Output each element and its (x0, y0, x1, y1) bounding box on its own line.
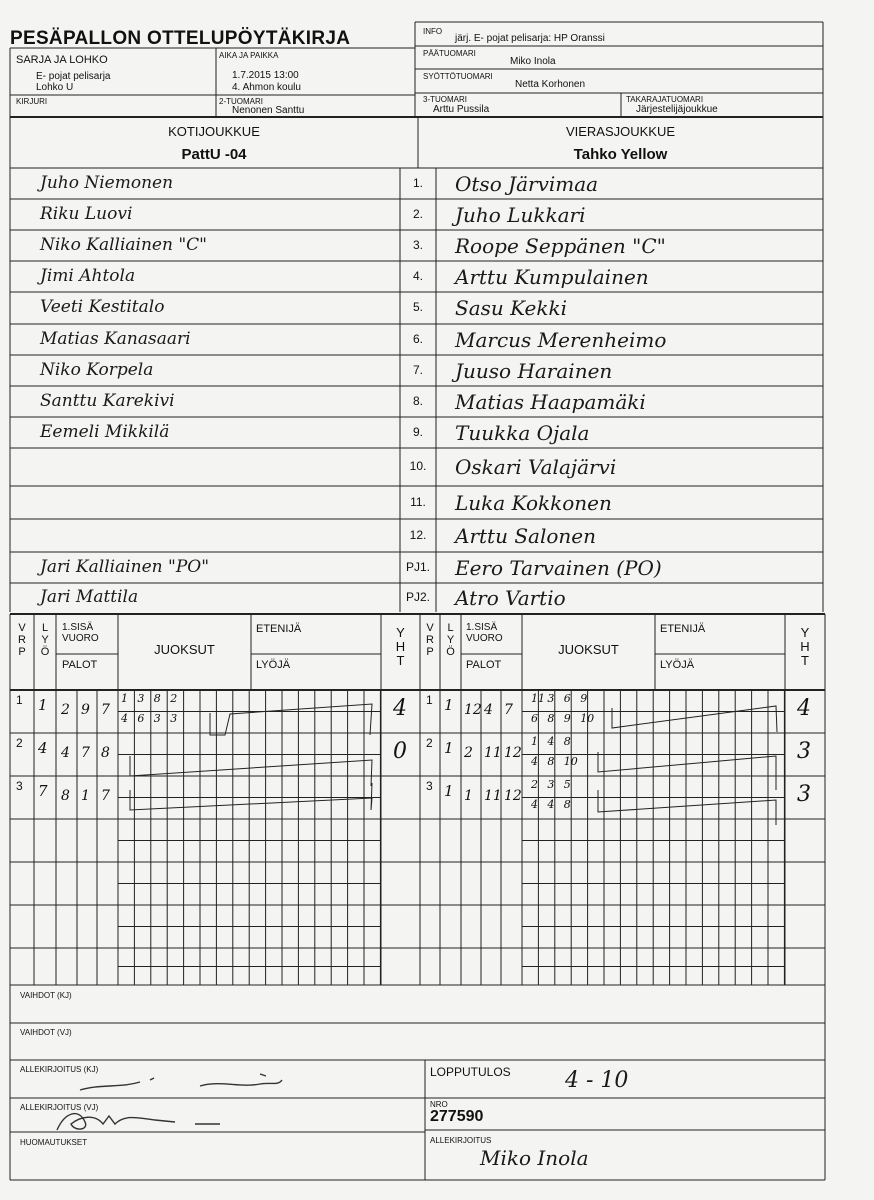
kirjuri-label: KIRJURI (16, 97, 48, 106)
away-run-bottom: 9 (563, 712, 571, 725)
huomautukset-label: HUOMAUTUKSET (20, 1138, 88, 1147)
lopputulos-label: LOPPUTULOS (430, 1065, 511, 1079)
away-inning-palot: 12 (504, 788, 522, 804)
home-inning-yht: 0 (393, 739, 407, 764)
away-palot-header: PALOT (466, 659, 502, 671)
away-lyo-header: L Y Ö (446, 622, 455, 658)
away-inning-yht: 3 (797, 782, 811, 807)
home-run-top: 1 (121, 692, 128, 705)
home-etenija-header: ETENIJÄ (256, 623, 302, 635)
away-run-bottom: 10 (563, 755, 578, 768)
home-sisa-header: 1.SISÄ VUORO (62, 622, 99, 644)
roster-row-number: 5. (412, 300, 423, 314)
home-lyoja-header: LYÖJÄ (256, 659, 291, 671)
tuomari2-value: Nenonen Santtu (232, 105, 305, 116)
roster-row-number: 1. (412, 175, 423, 190)
home-run-trace-3 (130, 783, 372, 810)
home-player-name: Matias Kanasaari (40, 328, 191, 349)
sarja-value-2: Lohko U (36, 82, 74, 93)
home-inning-palot: 7 (81, 745, 90, 761)
home-player-name: Eemeli Mikkilä (40, 421, 170, 442)
home-inning-palot: 9 (81, 702, 90, 718)
signature-kj-scribble (70, 1066, 330, 1096)
away-inning-lyo: 1 (444, 782, 454, 800)
roster-row-number: 10. (409, 459, 427, 473)
away-sisa-header: 1.SISÄ VUORO (466, 622, 503, 644)
away-juoksut-header: JUOKSUT (558, 642, 619, 657)
home-inning-vrp: 2 (16, 736, 23, 750)
roster-row-number: 11. (410, 494, 426, 509)
away-run-bottom: 4 (531, 755, 538, 768)
lopputulos-value: 4 - 10 (565, 1068, 629, 1093)
syotto-value: Netta Korhonen (515, 79, 586, 90)
away-yht-header: Y H T (800, 625, 810, 668)
away-inning-vrp: 2 (426, 736, 433, 750)
away-run-top: 6 (563, 692, 571, 705)
paatuomari-value: Miko Inola (510, 56, 556, 67)
away-run-bottom: 10 (580, 712, 595, 725)
away-inning-palot: 11 (484, 745, 502, 761)
home-player-name: Niko Korpela (40, 359, 154, 380)
away-inning-lyo: 1 (444, 739, 454, 757)
away-player-name: Juuso Harainen (455, 358, 613, 383)
home-inning-vrp: 3 (16, 779, 23, 793)
away-inning-yht: 4 (797, 696, 811, 721)
away-inning-vrp: 1 (426, 693, 433, 707)
away-run-trace-3 (598, 790, 776, 825)
away-run-bottom: 4 (531, 798, 538, 811)
roster-row-number: PJ1. (405, 559, 430, 574)
vaihdot-kj-label: VAIHDOT (KJ) (20, 991, 72, 1000)
home-inning-palot: 1 (81, 788, 90, 804)
away-inning-palot: 12 (504, 745, 522, 761)
home-inning-lyo: 7 (38, 782, 48, 800)
away-vrp-header: V R P (426, 622, 434, 658)
home-run-top: 2 (170, 692, 178, 705)
roster-row-number: 12. (409, 527, 427, 542)
away-player-name: Luka Kokkonen (455, 490, 612, 515)
away-player-name: Arttu Salonen (455, 523, 596, 548)
home-player-name: Jari Mattila (40, 586, 139, 607)
home-player-name: Santtu Karekivi (40, 390, 175, 411)
home-run-bottom: 6 (137, 712, 145, 725)
tuomari3-label: 3-TUOMARI (423, 95, 467, 104)
home-team-name: PattU -04 (181, 146, 247, 163)
signature-vj-scribble (45, 1104, 245, 1136)
home-inning-palot: 8 (61, 788, 70, 804)
roster-row-number: 9. (412, 424, 423, 439)
allekirjoitus-vj-label: ALLEKIRJOITUS (VJ) (20, 1103, 99, 1112)
vaihdot-vj-label: VAIHDOT (VJ) (20, 1028, 72, 1037)
home-inning-lyo: 1 (38, 696, 48, 714)
roster-row-number: 7. (412, 362, 423, 377)
away-player-name: Atro Vartio (455, 585, 566, 610)
home-player-name: Riku Luovi (40, 203, 133, 224)
home-team-title: KOTIJOUKKUE (168, 124, 260, 139)
home-run-top: 3 (137, 692, 145, 705)
away-run-bottom: 6 (531, 712, 538, 725)
away-run-top: 1 (531, 735, 538, 748)
home-player-name: Jimi Ahtola (40, 265, 136, 286)
home-palot-header: PALOT (62, 659, 98, 671)
aika-value-2: 4. Ahmon koulu (232, 82, 301, 93)
away-inning-palot: 7 (504, 702, 513, 718)
allekirjoitus-value: Miko Inola (480, 1146, 589, 1170)
away-run-bottom: 4 (547, 798, 555, 811)
away-run-bottom: 8 (547, 712, 555, 725)
tuomari3-value: Arttu Pussila (433, 104, 490, 115)
roster-row-number: PJ2. (405, 589, 430, 604)
away-run-top: 8 (563, 735, 571, 748)
away-player-name: Eero Tarvainen (PO) (455, 555, 662, 580)
home-inning-palot: 7 (101, 702, 110, 718)
allekirjoitus-kj-label: ALLEKIRJOITUS (KJ) (20, 1065, 99, 1074)
home-run-top: 8 (153, 692, 161, 705)
aika-value-1: 1.7.2015 13:00 (232, 70, 299, 81)
sarja-label: SARJA JA LOHKO (16, 54, 108, 66)
away-run-top: 5 (563, 778, 571, 791)
roster-row-number: 4. (412, 268, 423, 283)
away-team-title: VIERASJOUKKUE (565, 124, 676, 139)
away-inning-palot: 12 (464, 702, 482, 718)
away-player-name: Tuukka Ojala (455, 420, 590, 445)
away-run-top: 3 (547, 778, 555, 791)
away-inning-palot: 1 (464, 788, 473, 804)
away-player-name: Arttu Kumpulainen (455, 264, 649, 289)
away-etenija-header: ETENIJÄ (660, 623, 706, 635)
home-inning-vrp: 1 (16, 693, 23, 707)
away-inning-yht: 3 (797, 739, 811, 764)
away-run-bottom: 8 (547, 755, 555, 768)
home-inning-palot: 8 (101, 745, 110, 761)
roster-row-number: 6. (412, 331, 423, 346)
nro-label: NRO (430, 1100, 448, 1109)
away-run-bottom: 8 (563, 798, 571, 811)
away-inning-palot: 11 (484, 788, 502, 804)
home-inning-palot: 4 (61, 745, 70, 761)
away-run-top: 4 (547, 735, 555, 748)
away-player-name: Otso Järvimaa (455, 171, 599, 196)
roster-row-number: 2. (412, 206, 423, 221)
home-yht-header: Y H T (395, 625, 406, 668)
takaraja-value: Järjestelijäjoukkue (636, 104, 718, 115)
sarja-value-1: E- pojat pelisarja (36, 71, 111, 82)
info-label: INFO (423, 27, 443, 36)
roster-row-number: 8. (412, 393, 423, 408)
away-run-top: 9 (580, 692, 588, 705)
roster-row-number: 3. (412, 237, 423, 252)
away-player-name: Matias Haapamäki (455, 389, 646, 414)
nro-value: 277590 (430, 1108, 484, 1125)
away-player-name: Sasu Kekki (455, 296, 568, 320)
home-inning-yht: 4 (393, 696, 407, 721)
home-run-bottom: 3 (153, 712, 161, 725)
home-juoksut-header: JUOKSUT (154, 642, 215, 657)
away-player-name: Oskari Valajärvi (455, 455, 617, 479)
away-inning-palot: 2 (464, 745, 473, 761)
away-run-top: 2 (531, 778, 538, 791)
home-run-bottom: 3 (170, 712, 178, 725)
page-title: PESÄPALLON OTTELUPÖYTÄKIRJA (10, 28, 351, 49)
away-team-name: Tahko Yellow (573, 146, 668, 163)
home-inning-palot: 7 (101, 788, 110, 804)
aika-label: AIKA JA PAIKKA (219, 51, 279, 60)
home-player-name: Jari Kalliainen "PO" (40, 556, 210, 577)
home-player-name: Veeti Kestitalo (40, 297, 165, 317)
away-lyoja-header: LYÖJÄ (660, 659, 695, 671)
away-inning-lyo: 1 (444, 696, 454, 714)
away-inning-vrp: 3 (426, 779, 433, 793)
info-value: järj. E- pojat pelisarja: HP Oranssi (455, 33, 605, 44)
home-player-name: Niko Kalliainen "C" (40, 234, 207, 255)
takaraja-label: TAKARAJATUOMARI (626, 95, 704, 104)
tuomari2-label: 2-TUOMARI (219, 97, 263, 106)
away-player-name: Marcus Merenheimo (455, 327, 667, 352)
allekirjoitus-label: ALLEKIRJOITUS (430, 1136, 492, 1145)
away-player-name: Juho Lukkari (455, 202, 586, 227)
home-player-name: Juho Niemonen (40, 172, 174, 193)
home-run-bottom: 4 (121, 712, 128, 725)
home-inning-palot: 2 (61, 702, 70, 718)
home-inning-lyo: 4 (38, 739, 48, 757)
home-vrp-header: V R P (18, 622, 26, 658)
away-player-name: Roope Seppänen "C" (455, 233, 666, 258)
home-lyo-header: L Y Ö (40, 622, 50, 658)
away-run-trace-2 (598, 752, 776, 790)
paatuomari-label: PÄÄTUOMARI (423, 49, 476, 58)
away-run-top: 3 (547, 692, 555, 705)
away-inning-palot: 4 (484, 702, 493, 718)
syotto-label: SYÖTTÖTUOMARI (423, 72, 493, 81)
home-run-trace-2 (130, 756, 372, 786)
away-run-top: 11 (531, 692, 545, 705)
